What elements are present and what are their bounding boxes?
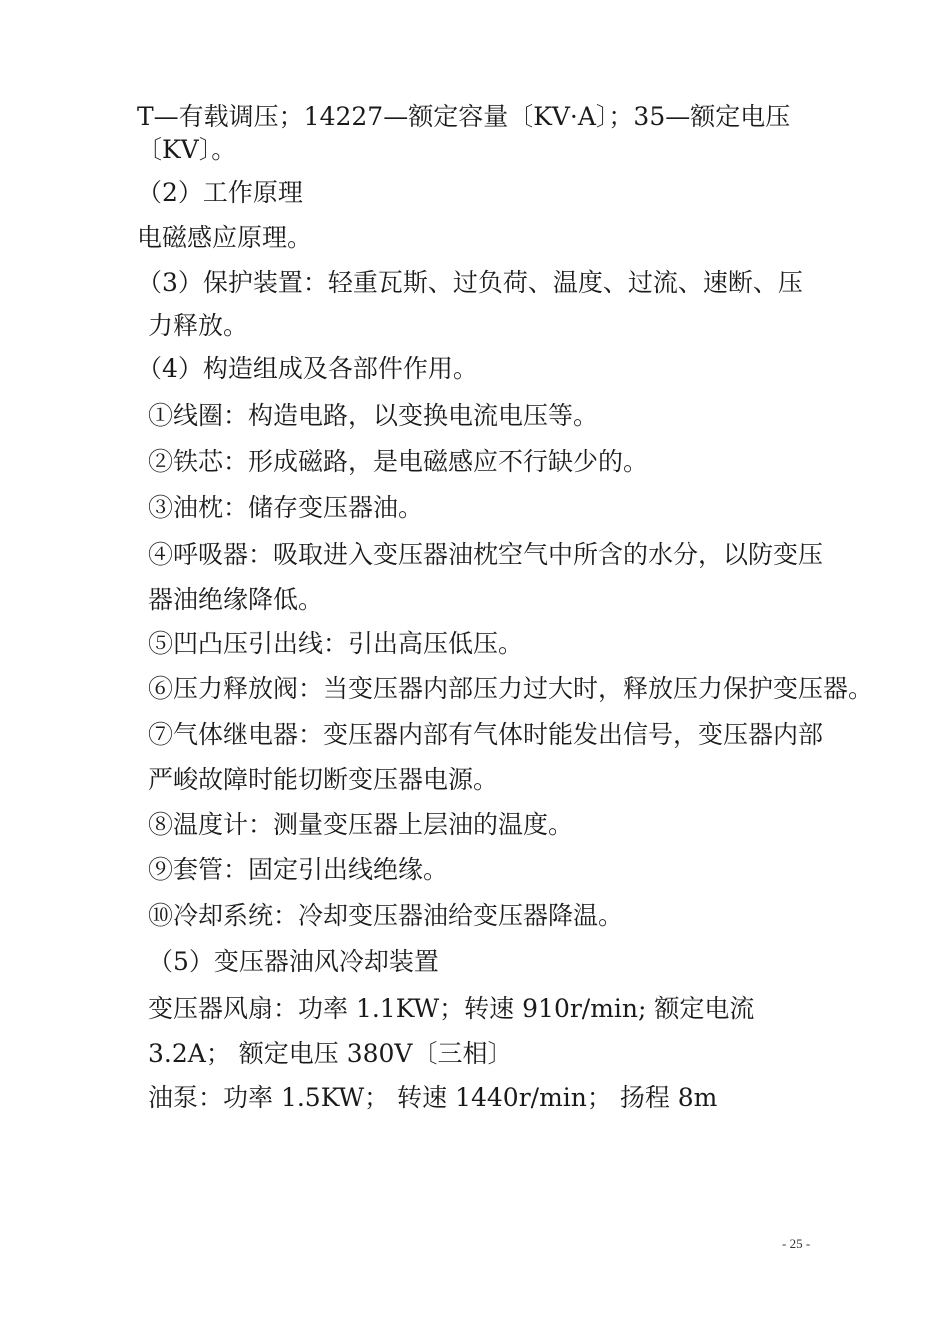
list-item-10: ⑩冷却系统：冷却变压器油给变压器降温。	[148, 901, 624, 930]
pump-spec-line: 油泵：功率 1.5KW； 转速 1440r/min； 扬程 8m	[148, 1083, 718, 1112]
list-item-6: ⑥压力释放阀：当变压器内部压力过大时，释放压力保护变压器。	[148, 674, 874, 703]
text-line-2: 〔KV〕。	[137, 135, 237, 164]
section-heading-2: （2）工作原理	[137, 178, 303, 207]
text-line-1: T—有载调压；14227—额定容量〔KV·A〕；35—额定电压	[137, 102, 791, 131]
list-item-2: ②铁芯：形成磁路，是电磁感应不行缺少的。	[148, 447, 649, 476]
section-heading-3: （3）保护装置：轻重瓦斯、过负荷、温度、过流、速断、压	[137, 268, 803, 297]
fan-spec-line-2: 3.2A； 额定电压 380V〔三相〕	[148, 1039, 513, 1068]
list-item-3: ③油枕：储存变压器油。	[148, 493, 424, 522]
list-item-5: ⑤凹凸压引出线：引出高压低压。	[148, 629, 524, 658]
list-item-7-cont: 严峻故障时能切断变压器电源。	[148, 765, 499, 794]
list-item-8: ⑧温度计：测量变压器上层油的温度。	[148, 810, 574, 839]
section-heading-4: （4）构造组成及各部件作用。	[137, 354, 478, 383]
list-item-7: ⑦气体继电器：变压器内部有气体时能发出信号，变压器内部	[148, 720, 824, 749]
list-item-4: ④呼吸器：吸取进入变压器油枕空气中所含的水分，以防变压	[148, 540, 824, 569]
list-item-9: ⑨套管：固定引出线绝缘。	[148, 855, 449, 884]
fan-spec-line-1: 变压器风扇：功率 1.1KW；转速 910r/min; 额定电流	[148, 994, 755, 1023]
list-item-4-cont: 器油绝缘降低。	[148, 585, 324, 614]
text-line-4: 电磁感应原理。	[137, 223, 313, 252]
text-line-6: 力释放。	[148, 311, 249, 340]
list-item-1: ①线圈：构造电路，以变换电流电压等。	[148, 401, 599, 430]
section-heading-5: （5）变压器油风冷却装置	[148, 947, 439, 976]
page-number: - 25 -	[782, 1236, 811, 1251]
